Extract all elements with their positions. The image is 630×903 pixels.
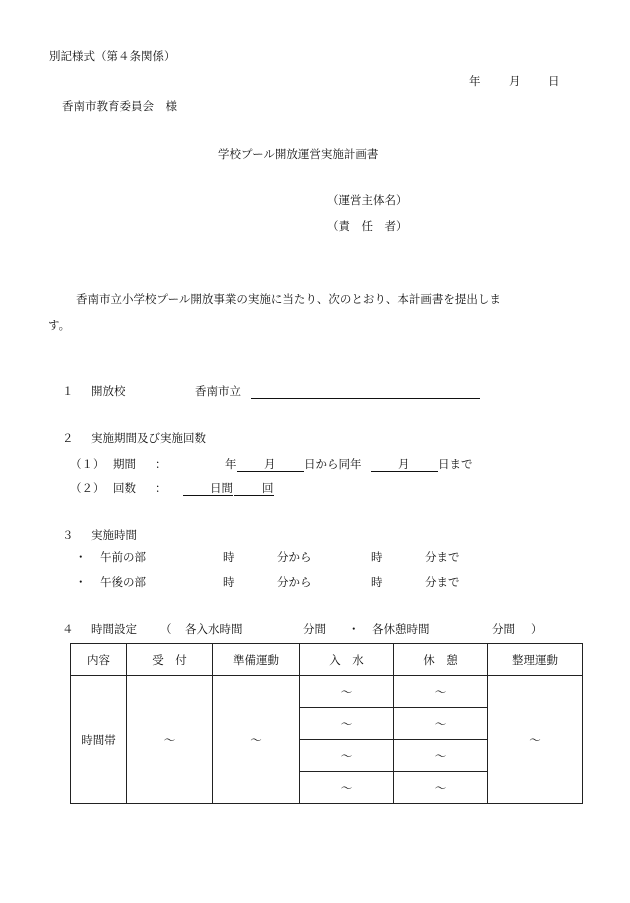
morning-end-min: 分まで	[425, 550, 460, 564]
header-reception: 受 付	[127, 644, 213, 676]
section3-number: ３	[62, 528, 74, 542]
swim-cell[interactable]: ～	[300, 708, 394, 740]
document-title: 学校プール開放運営実施計画書	[218, 147, 379, 161]
swim-cell[interactable]: ～	[300, 772, 394, 804]
period-start-suffix: 日から同年	[304, 457, 362, 471]
period-end-month-blank[interactable]	[371, 459, 398, 472]
section2-label: 実施期間及び実施回数	[91, 431, 206, 445]
period-label: 期間	[113, 457, 136, 471]
organizer-name-label: （運営主体名）	[327, 193, 408, 207]
period-year: 年	[225, 457, 237, 471]
count-number: （２）	[70, 481, 105, 495]
afternoon-end-min: 分まで	[425, 575, 460, 589]
school-name-blank[interactable]	[251, 386, 480, 399]
table-row	[71, 676, 583, 708]
addressee: 香南市教育委員会 様	[62, 99, 177, 113]
cooldown-cell[interactable]: ～	[488, 676, 583, 804]
morning-end-hour: 時	[371, 550, 383, 564]
afternoon-start-min: 分から	[277, 575, 312, 589]
reception-cell[interactable]: ～	[127, 676, 213, 804]
count-label: 回数	[113, 481, 136, 495]
table-header-row	[71, 644, 583, 676]
rest-cell[interactable]: ～	[394, 708, 488, 740]
intro-line-2: す。	[48, 318, 71, 332]
count-days-blank[interactable]	[183, 483, 210, 496]
section4-open-paren: （	[160, 622, 172, 636]
period-end-day-blank[interactable]	[410, 459, 438, 472]
section4-dot: ・	[348, 622, 360, 636]
date-month: 月	[509, 74, 521, 88]
morning-start-min: 分から	[277, 550, 312, 564]
section4-label: 時間設定	[91, 622, 137, 636]
section2-number: ２	[62, 431, 74, 445]
swim-cell[interactable]: ～	[300, 676, 394, 708]
rest-cell[interactable]: ～	[394, 740, 488, 772]
date-year: 年	[469, 74, 481, 88]
rest-cell[interactable]: ～	[394, 772, 488, 804]
count-times: 回	[262, 481, 274, 495]
morning-bullet: ・	[75, 550, 87, 564]
rest-cell[interactable]: ～	[394, 676, 488, 708]
header-cooldown: 整理運動	[488, 644, 583, 676]
morning-start-hour: 時	[223, 550, 235, 564]
section1-number: １	[62, 384, 74, 398]
section1-label: 開放校	[91, 384, 126, 398]
section4-number: ４	[62, 622, 74, 636]
afternoon-bullet: ・	[75, 575, 87, 589]
count-times-blank[interactable]	[234, 483, 262, 496]
period-start-month: 月	[264, 457, 276, 471]
period-start-month-blank[interactable]	[237, 459, 264, 472]
period-number: （１）	[70, 457, 105, 471]
period-colon: ：	[155, 457, 167, 471]
rest-time-unit: 分間	[492, 622, 515, 636]
rest-time-label: 各休憩時間	[372, 622, 430, 636]
header-warmup: 準備運動	[213, 644, 300, 676]
count-days: 日間	[210, 481, 233, 495]
section4-close-paren: ）	[531, 622, 543, 636]
period-end-month: 月	[398, 457, 410, 471]
period-start-day-blank[interactable]	[276, 459, 304, 472]
afternoon-start-hour: 時	[223, 575, 235, 589]
afternoon-label: 午後の部	[100, 575, 146, 589]
school-prefix: 香南市立	[195, 384, 241, 398]
count-colon: ：	[155, 481, 167, 495]
responsible-person-label: （責 任 者）	[327, 219, 408, 233]
swim-cell[interactable]: ～	[300, 740, 394, 772]
warmup-cell[interactable]: ～	[213, 676, 300, 804]
schedule-table	[70, 643, 583, 804]
entry-time-unit: 分間	[303, 622, 326, 636]
header-content: 内容	[71, 644, 127, 676]
date-day: 日	[548, 74, 560, 88]
period-end-suffix: 日まで	[438, 457, 473, 471]
afternoon-end-hour: 時	[371, 575, 383, 589]
entry-time-label: 各入水時間	[185, 622, 243, 636]
morning-label: 午前の部	[100, 550, 146, 564]
section3-label: 実施時間	[91, 528, 137, 542]
header-swim: 入 水	[300, 644, 394, 676]
form-label: 別記様式（第４条関係）	[49, 49, 176, 63]
header-rest: 休 憩	[394, 644, 488, 676]
time-slot-label: 時間帯	[71, 676, 127, 804]
intro-line-1: 香南市立小学校プール開放事業の実施に当たり、次のとおり、本計画書を提出しま	[76, 292, 501, 306]
